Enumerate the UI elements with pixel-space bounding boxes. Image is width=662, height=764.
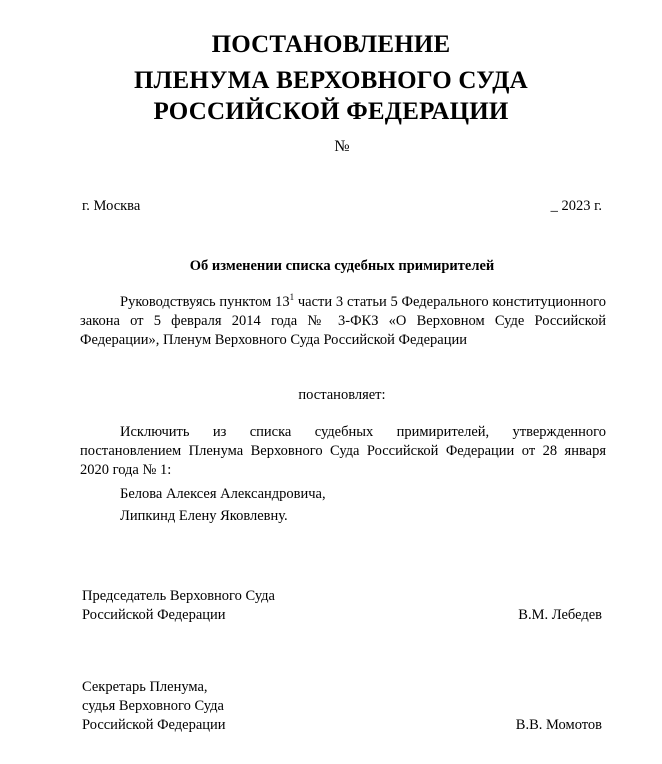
city: г. Москва <box>82 198 141 214</box>
preamble-text-part2: части 3 статьи 5 Федерального конституционного закона от 5 февраля 2014 года № 3-ФКЗ «О Верховном Суде Российской Федерации», Пленум Верховного Суда Российской Федерации <box>80 294 606 348</box>
chairman-title-line2: Российской Федерации <box>82 607 226 623</box>
excluded-name-2: Липкинд Елену Яковлевну. <box>120 508 288 524</box>
issuer-title-line2: РОССИЙСКОЙ ФЕДЕРАЦИИ <box>153 98 509 125</box>
resolves-statement: постановляет: <box>298 387 386 403</box>
secretary-title-line3: Российской Федерации <box>82 717 226 733</box>
place-date-row <box>82 198 602 215</box>
chairman-title-line1: Председатель Верховного Суда <box>82 588 275 604</box>
secretary-title-line2: судья Верховного Суда <box>82 698 224 714</box>
date: _ 2023 г. <box>550 198 602 214</box>
excluded-name-1: Белова Алексея Александровича, <box>120 486 326 502</box>
decision-paragraph: Исключить из списка судебных примирителей, утвержденного постановлением Пленума Верховного Суда Российской Федерации от 28 января 2020 года № 1: <box>80 424 606 478</box>
secretary-title-line1: Секретарь Пленума, <box>82 679 208 695</box>
secretary-name: В.В. Момотов <box>515 717 602 733</box>
preamble-superscript: 1 <box>289 292 295 303</box>
document-number: № <box>334 138 350 155</box>
preamble-text-part1: Руководствуясь пунктом 13 <box>120 294 290 310</box>
chairman-signature-block <box>82 587 602 625</box>
preamble-paragraph <box>80 293 606 350</box>
issuer-title-line1: ПЛЕНУМА ВЕРХОВНОГО СУДА <box>134 67 528 94</box>
chairman-name: В.М. Лебедев <box>518 607 602 623</box>
document-subject: Об изменении списка судебных примирителей <box>189 258 495 274</box>
secretary-signature-block <box>82 678 602 735</box>
document-type-title: ПОСТАНОВЛЕНИЕ <box>211 31 451 58</box>
